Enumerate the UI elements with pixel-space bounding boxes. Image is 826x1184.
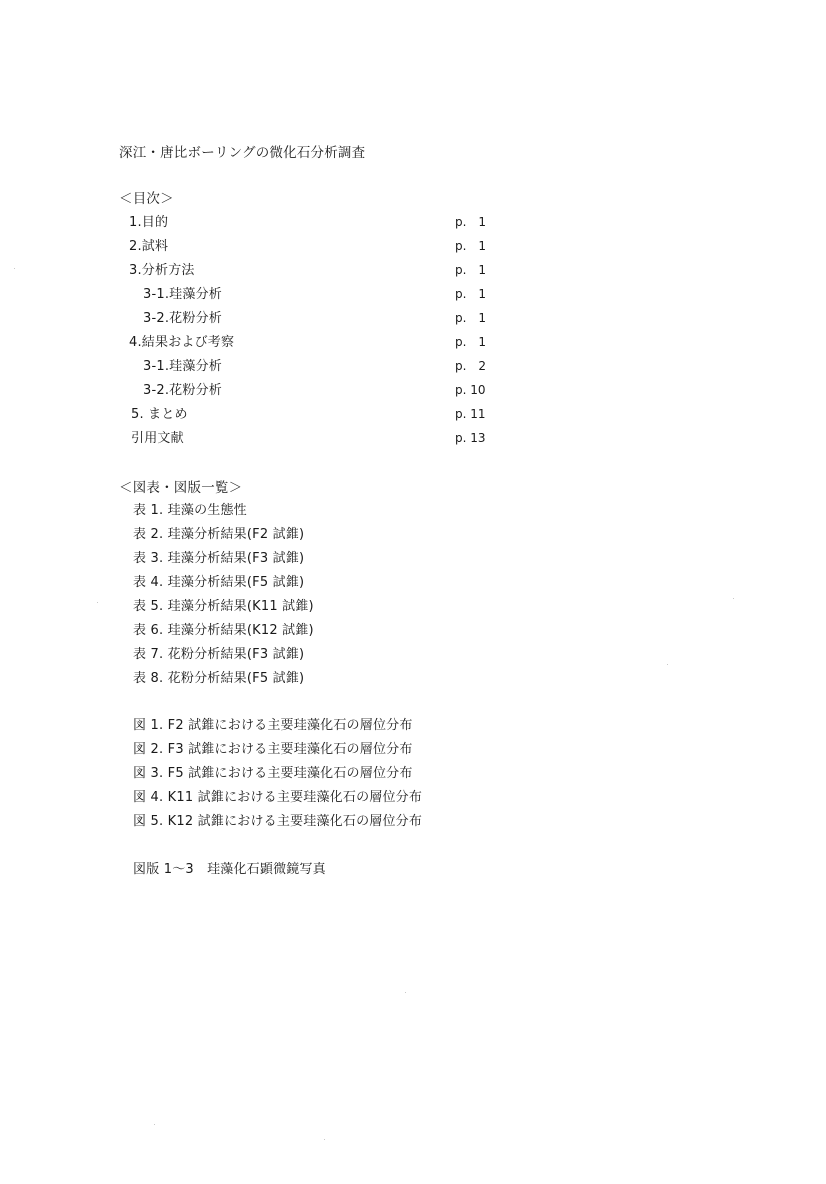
scan-speck (154, 1124, 155, 1125)
scan-speck (14, 268, 15, 269)
figure-list-item: 図 4. K11 試錐における主要珪藻化石の層位分布 (133, 790, 423, 805)
toc-page-number: p. 1 (455, 311, 487, 325)
toc-page-number: p. 1 (455, 215, 487, 229)
toc-subitem: 3-1.珪藻分析 (143, 359, 222, 374)
toc-page-number: p. 11 (455, 407, 486, 421)
document-title: 深江・唐比ボーリングの微化石分析調査 (119, 145, 366, 161)
toc-page-number: p. 2 (455, 359, 487, 373)
table-list-item: 表 2. 珪藻分析結果(F2 試錐) (133, 527, 305, 542)
scan-speck (667, 664, 668, 665)
figure-list-item: 図 2. F3 試錐における主要珪藻化石の層位分布 (133, 742, 413, 757)
figure-list-item: 図 3. F5 試錐における主要珪藻化石の層位分布 (133, 766, 413, 781)
scan-speck (97, 602, 98, 603)
scan-speck (733, 598, 734, 599)
toc-item: 3.分析方法 (129, 263, 195, 278)
figures-heading: ＜図表・図版一覧＞ (119, 480, 243, 496)
toc-page-number: p. 1 (455, 263, 487, 277)
scan-speck (405, 992, 406, 993)
toc-subitem: 3-2.花粉分析 (143, 383, 222, 398)
table-list-item: 表 8. 花粉分析結果(F5 試錐) (133, 671, 305, 686)
toc-subitem: 3-2.花粉分析 (143, 311, 222, 326)
toc-item: 2.試料 (129, 239, 169, 254)
toc-page-number: p. 1 (455, 287, 487, 301)
table-list-item: 表 5. 珪藻分析結果(K11 試錐) (133, 599, 314, 614)
figure-list-item: 図 5. K12 試錐における主要珪藻化石の層位分布 (133, 814, 423, 829)
toc-subitem: 3-1.珪藻分析 (143, 287, 222, 302)
figure-list-item: 図 1. F2 試錐における主要珪藻化石の層位分布 (133, 718, 413, 733)
plates-list-item: 図版 1～3 珪藻化石顕微鏡写真 (133, 862, 326, 877)
table-list-item: 表 1. 珪藻の生態性 (133, 503, 247, 518)
toc-item: 引用文献 (131, 431, 184, 446)
toc-page-number: p. 13 (455, 431, 486, 445)
toc-item: 4.結果および考察 (129, 335, 235, 350)
toc-page-number: p. 10 (455, 383, 486, 397)
toc-item: 5. まとめ (131, 407, 188, 422)
toc-page-number: p. 1 (455, 335, 487, 349)
toc-item: 1.目的 (129, 215, 169, 230)
toc-heading: ＜目次＞ (119, 191, 174, 207)
toc-page-number: p. 1 (455, 239, 487, 253)
table-list-item: 表 6. 珪藻分析結果(K12 試錐) (133, 623, 314, 638)
table-list-item: 表 3. 珪藻分析結果(F3 試錐) (133, 551, 305, 566)
table-list-item: 表 7. 花粉分析結果(F3 試錐) (133, 647, 305, 662)
table-list-item: 表 4. 珪藻分析結果(F5 試錐) (133, 575, 305, 590)
scan-speck (324, 1139, 325, 1140)
